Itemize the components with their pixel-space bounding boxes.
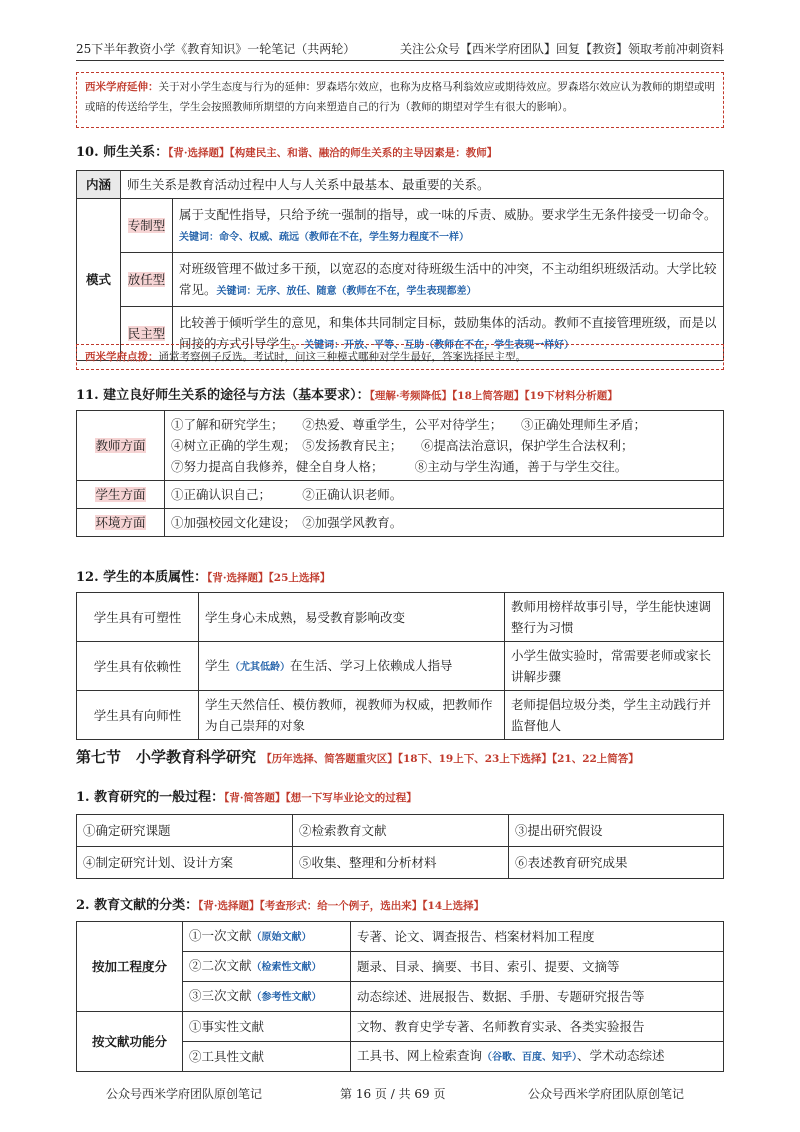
lit-desc-pre: 工具书、网上检索查询	[357, 1048, 483, 1063]
mode-desc	[173, 199, 724, 253]
attr-text: 学生具有向师性	[93, 707, 182, 723]
header-left: 25下半年教资小学《教育知识》一轮笔记（共两轮）	[76, 42, 356, 56]
lit-desc-post: 、学术动态综述	[577, 1048, 665, 1063]
mode-name-text: 专制型	[127, 218, 166, 233]
method-line: ①了解和研究学生； ②热爱、尊重学生，公平对待学生； ③正确处理师生矛盾；	[171, 417, 647, 432]
teacher-student-relation-table	[76, 170, 724, 361]
attr-cell	[77, 593, 199, 642]
method-line: ④树立正确的学生观； ⑤发扬教育民主； ⑥提高法治意识，保护学生合法权利；	[171, 438, 634, 453]
group-label: 按加工程度分	[77, 922, 183, 1012]
lit-desc-note: （谷歌、百度、知乎）	[482, 1052, 578, 1063]
page-number: 第 16 页 / 共 69 页	[340, 1087, 446, 1101]
process-step: ①确定研究课题	[77, 815, 293, 847]
attr-text: 学生具有依赖性	[93, 658, 182, 674]
lit-name-note: （原始文献）	[251, 932, 312, 943]
process-step: ③提出研究假设	[509, 815, 724, 847]
section-11-title	[76, 384, 618, 403]
mode-keywords: 关键词：无序、放任、随意（教师在不在，学生表现都差）	[216, 285, 477, 297]
lit-desc: 动态综述、进展报告、数据、手册、专题研究报告等	[351, 982, 724, 1012]
lit-name-text: ③三次文献	[189, 988, 252, 1003]
lit-name-note: （检索性文献）	[251, 962, 322, 973]
lit-name	[183, 922, 351, 952]
extension-note-text: 关于对小学生态度与行为的延伸：罗森塔尔效应，也称为皮格马利翁效应或期待效应。罗森塔尔效应认为教师的期望或明或暗的传送给学生，学生会按照教师所期望的方向来塑造自己的行为（教师的期望对学生有很大的影响）。	[85, 81, 715, 113]
extension-note	[76, 72, 724, 128]
method-content	[165, 481, 724, 509]
section-10-title	[76, 141, 497, 160]
method-line: ①正确认识自己； ②正确认识老师。	[171, 487, 403, 502]
neihan-label: 内涵	[77, 171, 121, 199]
student-nature-table	[76, 592, 724, 740]
literature-class-title	[76, 894, 484, 913]
lit-desc: 题录、目录、摘要、书目、索引、提要、文摘等	[351, 952, 724, 982]
lit-name-text: ②二次文献	[189, 958, 252, 973]
lit-desc	[351, 1042, 724, 1072]
relation-methods-table	[76, 410, 724, 537]
mode-name-text: 民主型	[127, 326, 166, 341]
lit-name-text: ①一次文献	[189, 928, 252, 943]
tip-note	[76, 344, 724, 370]
lit-desc: 专著、论文、调查报告、档案材料加工程度	[351, 922, 724, 952]
section-10-tag: 【背·选择题】【构建民主、和谐、融洽的师生关系的主导因素是：教师】	[168, 147, 498, 159]
lit-desc: 文物、教育史学专著、名师教育实录、各类实验报告	[351, 1012, 724, 1042]
section-7-title	[76, 746, 639, 767]
research-process-tag: 【背·简答题】【想一下写毕业论文的过程】	[224, 792, 417, 804]
mode-name	[121, 199, 173, 253]
section-10-heading: 10. 师生关系：	[76, 145, 169, 160]
mode-desc-text: 比较善于倾听学生的意见，和集体共同制定目标，鼓励集体的活动。教师不直接管理班级，而是以间接的方式引导学生。	[179, 314, 717, 351]
method-line: ①加强校园文化建设； ②加强学风教育。	[171, 515, 403, 530]
method-content	[165, 509, 724, 537]
mode-desc	[173, 253, 724, 307]
section-11-tag: 【理解·考频降低】【18上简答题】【19下材料分析题】	[369, 390, 618, 402]
extension-note-prefix: 西米学府延伸：	[85, 81, 159, 93]
process-step: ②检索教育文献	[293, 815, 509, 847]
attr-cell	[77, 642, 199, 691]
method-label-text: 学生方面	[95, 487, 146, 502]
attr-text: 学生具有可塑性	[93, 609, 182, 625]
process-step: ④制定研究计划、设计方案	[77, 847, 293, 879]
lit-name	[183, 1042, 351, 1072]
footer-left: 公众号西米学府团队原创笔记	[106, 1087, 263, 1101]
header-rule	[76, 60, 724, 61]
method-content	[165, 411, 724, 481]
method-label	[77, 481, 165, 509]
literature-class-tag: 【背·选择题】【考查形式：给一个例子，选出来】【14上选择】	[198, 900, 485, 912]
mode-keywords: 关键词：开放、平等、互助（教师在不在，学生表现一样好）	[304, 339, 575, 351]
method-label	[77, 411, 165, 481]
research-process-title	[76, 786, 417, 805]
neihan-text: 师生关系是教育活动过程中人与人关系中最基本、最重要的关系。	[121, 171, 724, 199]
section-12-title	[76, 566, 330, 585]
tip-note-prefix: 西米学府点拨：	[85, 351, 159, 363]
method-label	[77, 509, 165, 537]
tip-note-text: 通常考察例子反选。考试时，问这三种模式哪种对学生最好，答案选择民主型。	[158, 351, 526, 363]
attr-desc-note: （尤其低龄）	[230, 661, 291, 673]
group-label: 按文献功能分	[77, 1012, 183, 1072]
lit-name-note: （参考性文献）	[251, 992, 322, 1003]
research-process-table	[76, 814, 724, 879]
section-7-heading: 第七节 小学教育科学研究	[76, 748, 257, 766]
section-11-heading: 11. 建立良好师生关系的途径与方法（基本要求）：	[76, 388, 370, 403]
footer-right: 公众号西米学府团队原创笔记	[528, 1087, 685, 1101]
method-label-text: 环境方面	[95, 515, 146, 530]
literature-class-heading: 2. 教育文献的分类：	[76, 898, 199, 913]
mode-name	[121, 253, 173, 307]
mode-keywords: 关键词：命令、权威、疏远（教师在不在，学生努力程度不一样）	[179, 231, 469, 243]
attr-example: 教师用榜样故事引导，学生能快速调整行为习惯	[505, 593, 724, 642]
process-step: ⑤收集、整理和分析材料	[293, 847, 509, 879]
section-12-tag: 【背·选择题】【25上选择】	[207, 572, 331, 584]
lit-name	[183, 982, 351, 1012]
attr-desc: 学生身心未成熟，易受教育影响改变	[199, 593, 505, 642]
attr-desc: 学生天然信任、模仿教师，视教师为权威，把教师作为自己崇拜的对象	[199, 691, 505, 740]
attr-cell	[77, 691, 199, 740]
attr-example: 小学生做实验时，常需要老师或家长讲解步骤	[505, 642, 724, 691]
process-step: ⑥表述教育研究成果	[509, 847, 724, 879]
method-line: ⑦努力提高自我修养，健全自身人格； ⑧主动与学生沟通，善于与学生交往。	[171, 459, 628, 474]
method-label-text: 教师方面	[95, 438, 146, 453]
lit-name-text: ①事实性文献	[189, 1019, 265, 1034]
attr-desc-post: 在生活、学习上依赖成人指导	[290, 657, 453, 673]
mode-name-text: 放任型	[127, 272, 166, 287]
header-right: 关注公众号【西米学府团队】回复【教资】领取考前冲刺资料	[400, 42, 725, 56]
research-process-heading: 1. 教育研究的一般过程：	[76, 790, 225, 805]
attr-example: 老师提倡垃圾分类，学生主动践行并监督他人	[505, 691, 724, 740]
lit-name-text: ②工具性文献	[189, 1049, 265, 1064]
attr-desc-pre: 学生	[205, 657, 231, 673]
section-7-tag: 【历年选择、简答题重灾区】【18下、19上下、23上下选择】【21、22上简答】	[261, 753, 639, 765]
moshi-label: 模式	[77, 199, 121, 361]
mode-desc-text: 属于支配性指导，只给予统一强制的指导，或一味的斥责、威胁。要求学生无条件接受一切命令。	[179, 206, 717, 222]
lit-name	[183, 952, 351, 982]
mode-desc-text: 对班级管理不做过多干预，以宽忍的态度对待班级生活中的冲突，不主动组织班级活动。大学比较常见。	[179, 260, 717, 297]
attr-desc	[199, 642, 505, 691]
section-12-heading: 12. 学生的本质属性：	[76, 570, 208, 585]
literature-class-table	[76, 921, 724, 1072]
lit-name	[183, 1012, 351, 1042]
